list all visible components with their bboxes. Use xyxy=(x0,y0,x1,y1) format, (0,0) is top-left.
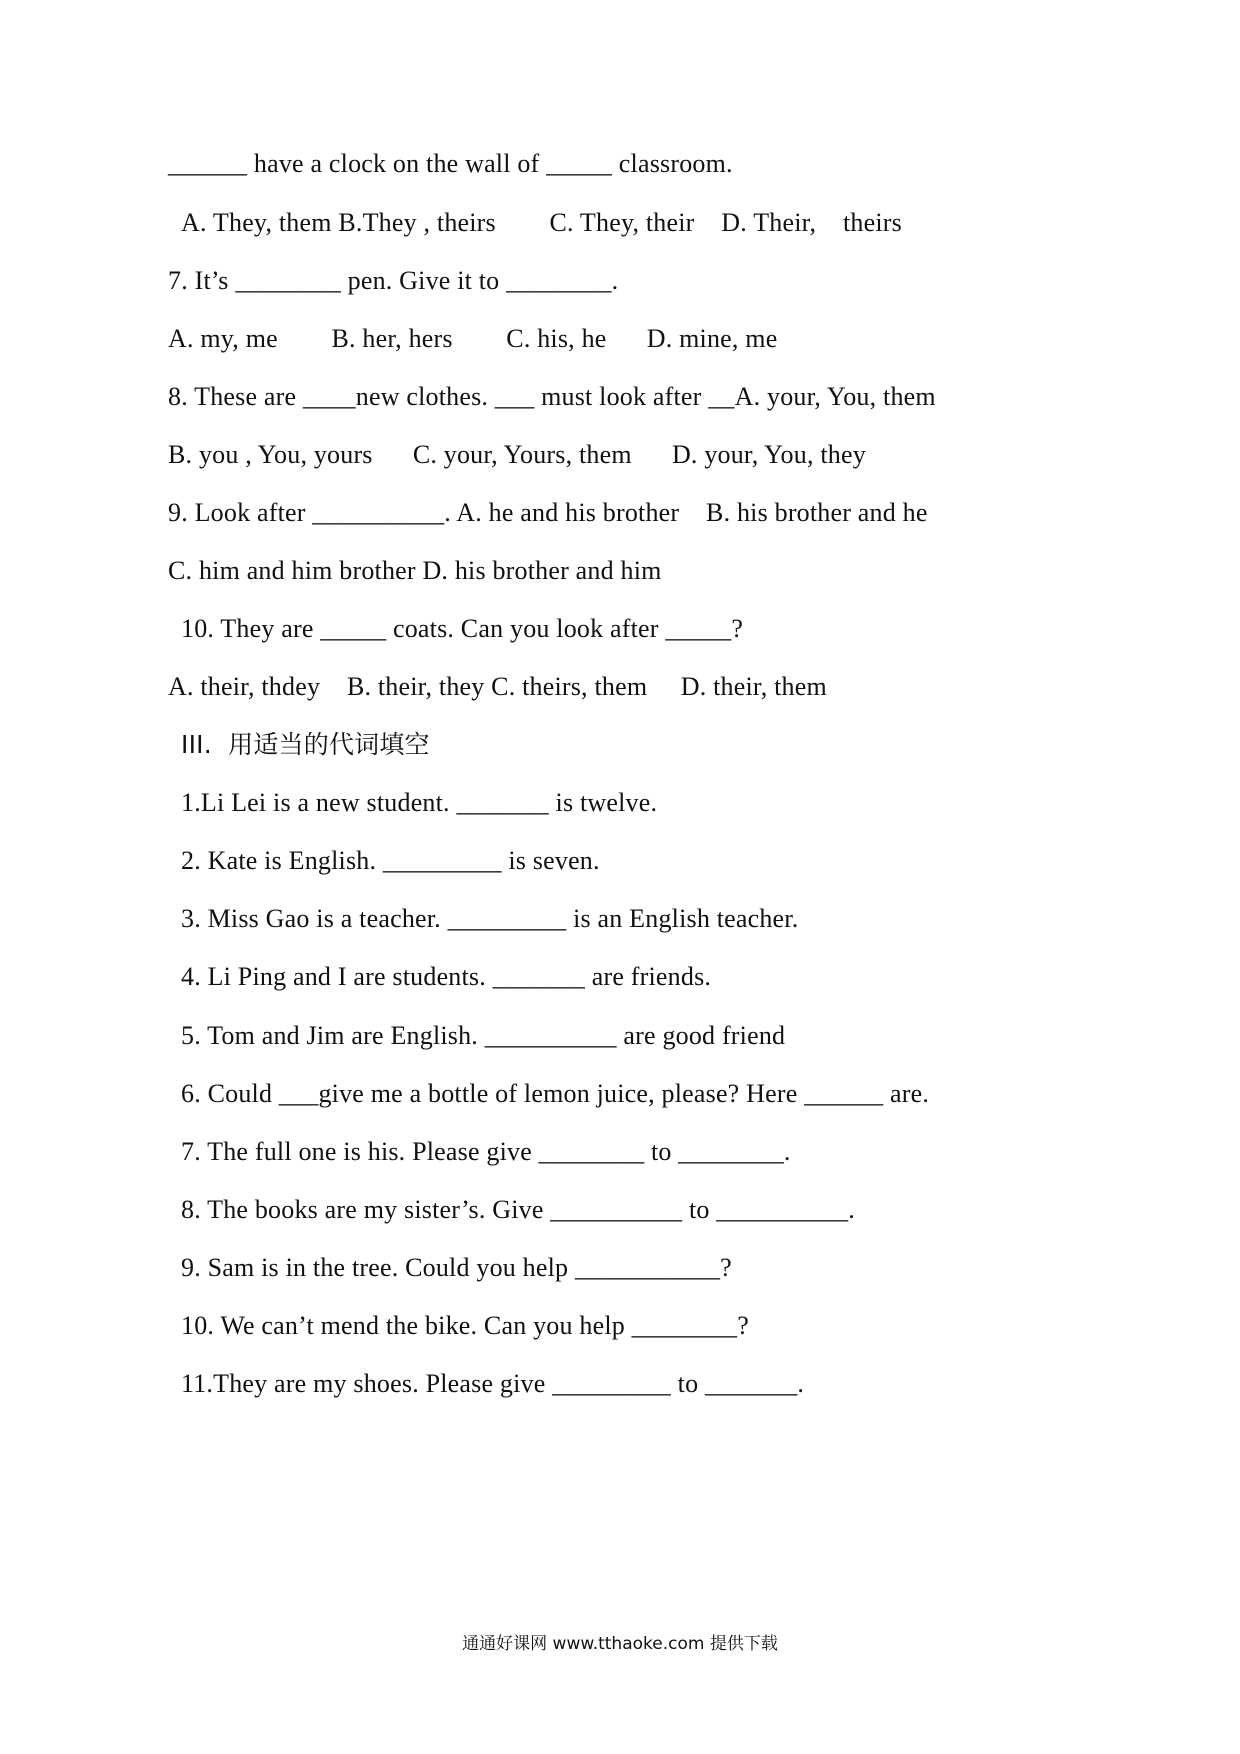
fill-item-6: 6. Could ___give me a bottle of lemon juice, please? Here ______ are. xyxy=(181,1079,930,1108)
question-10-options: A. their, thdey B. their, they C. theirs, them D. their, them xyxy=(168,672,827,701)
fill-item-11: 11.They are my shoes. Please give _________ to _______. xyxy=(181,1369,805,1398)
fill-item-10: 10. We can’t mend the bike. Can you help ________? xyxy=(181,1311,749,1340)
fill-item-7: 7. The full one is his. Please give ________ to ________. xyxy=(181,1137,791,1166)
fill-item-9: 9. Sam is in the tree. Could you help ___________? xyxy=(181,1253,732,1282)
question-9-options: C. him and him brother D. his brother and him xyxy=(168,556,662,585)
footer-watermark-text: 通通好课网 www.tthaoke.com 提供下载 xyxy=(462,1634,778,1654)
fill-item-1: 1.Li Lei is a new student. _______ is twelve. xyxy=(181,788,658,817)
question-7-stem: 7. It’s ________ pen. Give it to ________. xyxy=(168,266,619,295)
question-9-stem: 9. Look after __________. A. he and his brother B. his brother and he xyxy=(168,498,928,527)
question-7-options: A. my, me B. her, hers C. his, he D. mine, me xyxy=(168,324,778,353)
fill-item-8: 8. The books are my sister’s. Give __________ to __________. xyxy=(181,1195,855,1224)
question-6-options: A. They, them B.They , theirs C. They, their D. Their, theirs xyxy=(181,208,902,237)
question-10-stem: 10. They are _____ coats. Can you look after _____? xyxy=(181,614,744,643)
fill-item-2: 2. Kate is English. _________ is seven. xyxy=(181,846,600,875)
fill-item-5: 5. Tom and Jim are English. __________ are good friend xyxy=(181,1021,786,1050)
fill-item-4: 4. Li Ping and I are students. _______ are friends. xyxy=(181,962,712,991)
section-3-heading: III. 用适当的代词填空 xyxy=(181,730,430,759)
fill-item-3: 3. Miss Gao is a teacher. _________ is an English teacher. xyxy=(181,904,799,933)
question-6-stem: ______ have a clock on the wall of _____ classroom. xyxy=(168,149,733,178)
question-8-stem: 8. These are ____new clothes. ___ must look after __A. your, You, them xyxy=(168,382,936,411)
question-8-options: B. you , You, yours C. your, Yours, them D. your, You, they xyxy=(168,440,866,469)
